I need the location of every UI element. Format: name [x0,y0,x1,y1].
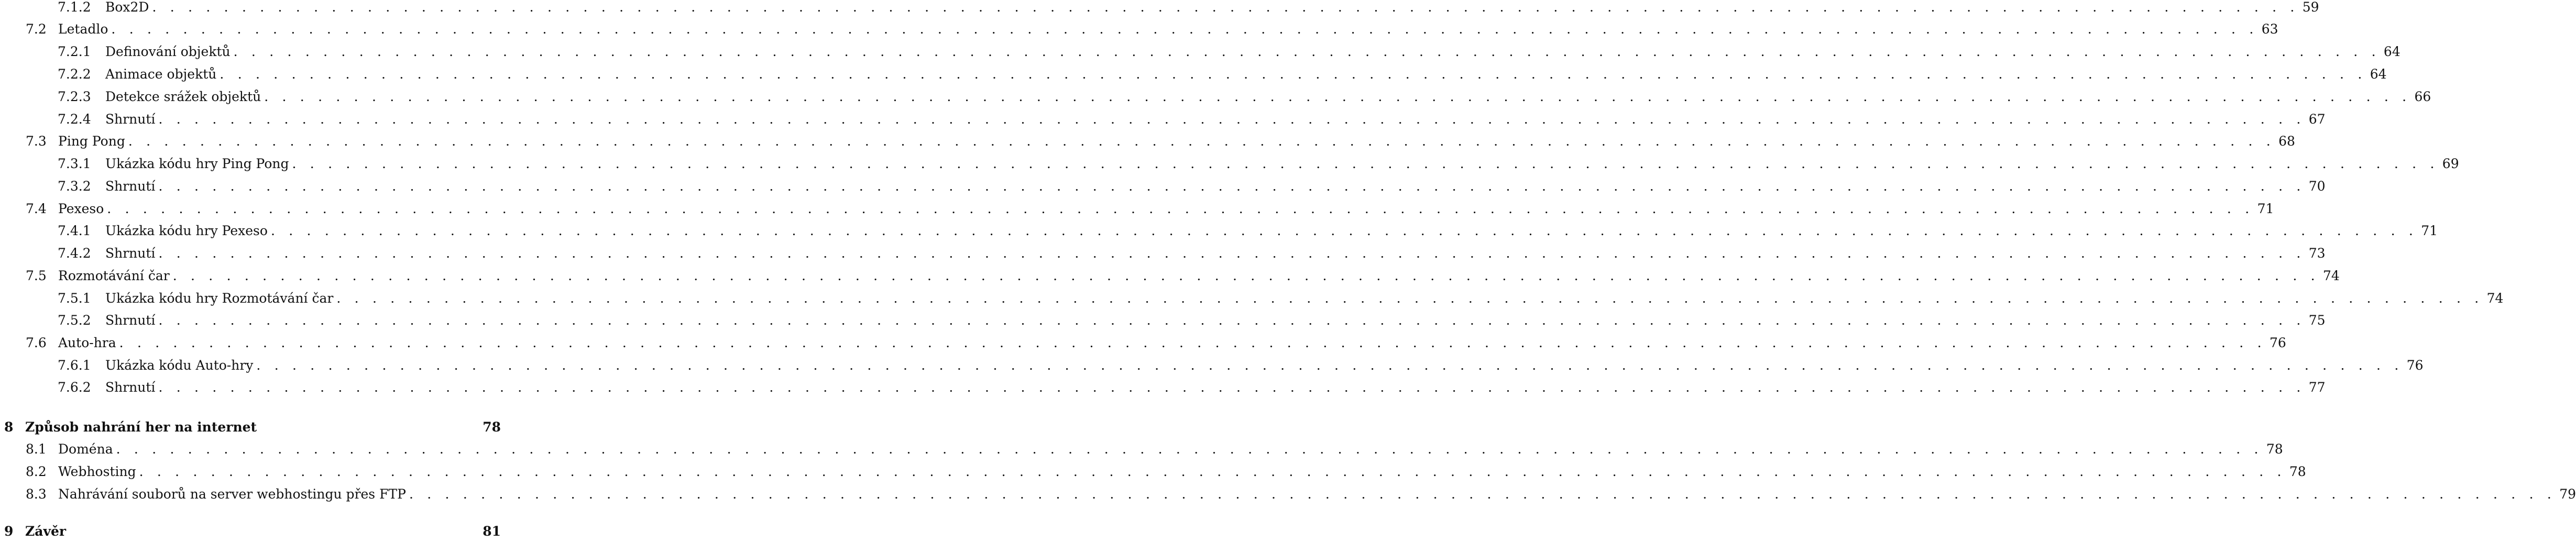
toc-entry-title: Shrnutí [105,246,156,261]
toc-entry-number: 7.2.4 [58,112,91,127]
toc-dot-leader: . . . . . . . . . . . . . . . . . . . . . . . . . . . . . . . . . . . . . . . . . . . . . . . . . . . . . . . . . . . . . . . . . . . . . . . . . . . . . . . . . . . . . . . . . . . . . . . . . . . . . . . . . . . . . . . . . . . . . . . . [158,246,2306,261]
toc-entry-number: 8.1 [26,441,47,457]
toc-entry-number: 9 [4,524,14,539]
toc-entry[interactable] [58,86,2431,107]
toc-entry[interactable] [26,484,2576,505]
toc-dot-leader: . . . . . . . . . . . . . . . . . . . . . . . . . . . . . . . . . . . . . . . . . . . . . . . . . . . . . . . . . . . . . . . . . . . . . . . . . . . . . . . . . . . . . . . . . . . . . . . . . . . . . . . . . . . . . . . . . . . . . . . . [128,134,2275,149]
toc-entry-title: Závěr [25,524,67,539]
toc-dot-leader: . . . . . . . . . . . . . . . . . . . . . . . . . . . . . . . . . . . . . . . . . . . . . . . . . . . . . . . . . . . . . . . . . . . . . . . . . . . . . . . . . . . . . . . . . . . . . . . . . . . . . . . . . . . . . . . . . . . . . . . . [220,67,2367,82]
toc-dot-leader: . . . . . . . . . . . . . . . . . . . . . . . . . . . . . . . . . . . . . . . . . . . . . . . . . . . . . . . . . . . . . . . . . . . . . . . . . . . . . . . . . . . . . . . . . . . . . . . . . . . . . . . . . . . . . . . . . . . . . . . . [158,313,2306,328]
toc-dot-leader: . . . . . . . . . . . . . . . . . . . . . . . . . . . . . . . . . . . . . . . . . . . . . . . . . . . . . . . . . . . . . . . . . . . . . . . . . . . . . . . . . . . . . . . . . . . . . . . . . . . . . . . . . . . . . . . . . . . . . . . . [292,156,2439,171]
toc-entry-number: 8.3 [26,486,47,502]
toc-entry-page-number: 70 [2308,179,2326,194]
toc-dot-leader: . . . . . . . . . . . . . . . . . . . . . . . . . . . . . . . . . . . . . . . . . . . . . . . . . . . . . . . . . . . . . . . . . . . . . . . . . . . . . . . . . . . . . . . . . . . . . . . . . . . . . . . . . . . . . . . . . . . . . . . . [158,112,2306,127]
toc-entry-page-number: 71 [2421,223,2438,238]
toc-dot-leader: . . . . . . . . . . . . . . . . . . . . . . . . . . . . . . . . . . . . . . . . . . . . . . . . . . . . . . . . . . . . . . . . . . . . . . . . . . . . . . . . . . . . . . . . . . . . . . . . . . . . . . . . . . . . . . . . . . . . . . . . [111,21,2259,37]
toc-entry-title: Ukázka kódu hry Pexeso [105,223,268,238]
toc-entry-title: Způsob nahrání her na internet [25,419,257,435]
toc-entry-title: Webhosting [58,464,136,479]
toc-entry-number: 8 [4,419,14,435]
toc-entry-title: Shrnutí [105,380,156,395]
toc-entry-title: Ukázka kódu Auto-hry [105,358,254,373]
toc-entry-page-number: 74 [2486,291,2504,306]
toc-entry[interactable] [26,266,2340,286]
toc-dot-leader: . . . . . . . . . . . . . . . . . . . . . . . . . . . . . . . . . . . . . . . . . . . . . . . . . . . . . . . . . . . . . . . . . . . . . . . . . . . . . . . . . . . . . . . . . . . . . . . . . . . . . . . . . . . . . . . . . . . . . . . . [116,441,2263,457]
toc-entry[interactable] [58,176,2326,197]
toc-entry-number: 7.6.1 [58,358,91,373]
toc-entry-title: Ukázka kódu hry Rozmotávání čar [105,291,334,306]
toc-entry-page-number: 63 [2261,21,2278,37]
toc-entry[interactable] [58,288,2504,309]
toc-dot-leader: . . . . . . . . . . . . . . . . . . . . . . . . . . . . . . . . . . . . . . . . . . . . . . . . . . . . . . . . . . . . . . . . . . . . . . . . . . . . . . . . . . . . . . . . . . . . . . . . . . . . . . . . . . . . . . . . . . . . . . . . [264,89,2411,104]
toc-entry-title: Letadlo [58,21,108,37]
toc-dot-leader: . . . . . . . . . . . . . . . . . . . . . . . . . . . . . . . . . . . . . . . . . . . . . . . . . . . . . . . . . . . . . . . . . . . . . . . . . . . . . . . . . . . . . . . . . . . . . . . . . . . . . . . . . . . . . . . . . . . . . . . . [256,358,2404,373]
toc-entry-number: 7.4 [26,201,47,216]
toc-entry[interactable] [26,439,2283,460]
toc-entry-page-number: 75 [2308,313,2326,328]
toc-dot-leader: . . . . . . . . . . . . . . . . . . . . . . . . . . . . . . . . . . . . . . . . . . . . . . . . . . . . . . . . . . . . . . . . . . . . . . . . . . . . . . . . . . . . . . . . . . . . . . . . . . . . . . . . . . . . . . . . . . . . . . . . [336,291,2484,306]
toc-entry-page-number: 81 [483,524,501,539]
toc-entry-page-number: 76 [2269,335,2286,350]
toc-entry-number: 7.2 [26,21,47,37]
toc-entry-page-number: 77 [2308,380,2326,395]
toc-entry-title: Auto-hra [58,335,116,350]
toc-entry-title: Rozmotávání čar [58,268,170,283]
toc-dot-leader: . . . . . . . . . . . . . . . . . . . . . . . . . . . . . . . . . . . . . . . . . . . . . . . . . . . . . . . . . . . . . . . . . . . . . . . . . . . . . . . . . . . . . . . . . . . . . . . . . . . . . . . . . . . . . . . . . . . . . . . . [139,464,2286,479]
toc-entry-title: Pexeso [58,201,104,216]
toc-entry-number: 7.6 [26,335,47,350]
toc-entry-number: 7.3.1 [58,156,91,171]
toc-entry-number: 7.4.1 [58,223,91,238]
toc-entry-page-number: 67 [2308,112,2326,127]
toc-entry-title: Shrnutí [105,112,156,127]
toc-dot-leader: . . . . . . . . . . . . . . . . . . . . . . . . . . . . . . . . . . . . . . . . . . . . . . . . . . . . . . . . . . . . . . . . . . . . . . . . . . . . . . . . . . . . . . . . . . . . . . . . . . . . . . . . . . . . . . . . . . . . . . . . [107,201,2254,216]
toc-entry-title: Detekce srážek objektů [105,89,261,104]
toc-entry-number: 7.3.2 [58,179,91,194]
toc-entry-title: Definování objektů [105,44,231,59]
toc-entry[interactable] [26,333,2286,353]
toc-dot-leader: . . . . . . . . . . . . . . . . . . . . . . . . . . . . . . . . . . . . . . . . . . . . . . . . . . . . . . . . . . . . . . . . . . . . . . . . . . . . . . . . . . . . . . . . . . . . . . . . . . . . . . . . . . . . . . . . . . . . . . . . [158,380,2306,395]
toc-entry-page-number: 64 [2383,44,2400,59]
toc-entry-number: 8.2 [26,464,47,479]
toc-entry[interactable] [58,153,2459,174]
toc-dot-leader: . . . . . . . . . . . . . . . . . . . . . . . . . . . . . . . . . . . . . . . . . . . . . . . . . . . . . . . . . . . . . . . . . . . . . . . . . . . . . . . . . . . . . . . . . . . . . . . . . . . . . . . . . . . . . . . . . . . . . . . . [119,335,2266,350]
toc-dot-leader: . . . . . . . . . . . . . . . . . . . . . . . . . . . . . . . . . . . . . . . . . . . . . . . . . . . . . . . . . . . . . . . . . . . . . . . . . . . . . . . . . . . . . . . . . . . . . . . . . . . . . . . . . . . . . . . . . . . . . . . . [233,44,2381,59]
toc-dot-leader: . . . . . . . . . . . . . . . . . . . . . . . . . . . . . . . . . . . . . . . . . . . . . . . . . . . . . . . . . . . . . . . . . . . . . . . . . . . . . . . . . . . . . . . . . . . . . . . . . . . . . . . . . . . . . . . . . . . . . . . . [158,179,2306,194]
toc-entry[interactable] [58,243,2326,264]
toc-entry-title: Doména [58,441,113,457]
toc-entry[interactable] [26,131,2295,152]
toc-entry[interactable] [58,0,2319,18]
toc-entry-title: Shrnutí [105,179,156,194]
toc-entry-number: 7.5.2 [58,313,91,328]
toc-entry-page-number: 78 [2266,441,2283,457]
toc-entry-title: Ping Pong [58,134,125,149]
toc-entry[interactable] [58,64,2387,85]
toc-entry[interactable] [58,220,2438,241]
toc-entry-page-number: 69 [2442,156,2459,171]
toc-entry-title: Nahrávání souborů na server webhostingu přes FTP [58,486,406,502]
toc-entry-number: 7.2.2 [58,67,91,82]
toc-entry-number: 7.6.2 [58,380,91,395]
toc-entry-title: Box2D [105,0,149,15]
toc-entry-number: 7.5 [26,268,47,283]
toc-entry-title: Ukázka kódu hry Ping Pong [105,156,289,171]
toc-entry-number: 7.5.1 [58,291,91,306]
toc-entry[interactable] [58,355,2424,376]
toc-entry-title: Shrnutí [105,313,156,328]
toc-entry-page-number: 74 [2322,268,2340,283]
toc-entry-page-number: 71 [2257,201,2274,216]
toc-entry[interactable] [26,461,2306,482]
toc-entry-number: 7.2.1 [58,44,91,59]
toc-entry-page-number: 68 [2278,134,2295,149]
toc-entry-page-number: 78 [483,419,501,435]
toc-entry[interactable] [58,41,2400,62]
toc-entry-page-number: 76 [2406,358,2424,373]
toc-dot-leader: . . . . . . . . . . . . . . . . . . . . . . . . . . . . . . . . . . . . . . . . . . . . . . . . . . . . . . . . . . . . . . . . . . . . . . . . . . . . . . . . . . . . . . . . . . . . . . . . . . . . . . . . . . . . . . . . . . . . . . . . [270,223,2418,238]
toc-entry[interactable] [58,310,2326,331]
toc-entry[interactable] [58,109,2326,130]
toc-chapter-entry[interactable] [4,521,501,542]
toc-entry[interactable] [58,377,2326,398]
toc-entry-title: Animace objektů [105,67,217,82]
toc-entry[interactable] [26,19,2278,40]
toc-entry-page-number: 73 [2308,246,2326,261]
toc-entry-number: 7.1.2 [58,0,91,15]
toc-dot-leader: . . . . . . . . . . . . . . . . . . . . . . . . . . . . . . . . . . . . . . . . . . . . . . . . . . . . . . . . . . . . . . . . . . . . . . . . . . . . . . . . . . . . . . . . . . . . . . . . . . . . . . . . . . . . . . . . . . . . . . . . [409,486,2557,502]
toc-entry-number: 7.4.2 [58,246,91,261]
toc-entry-page-number: 78 [2289,464,2306,479]
toc-entry-page-number: 64 [2370,67,2387,82]
toc-chapter-entry[interactable] [4,417,501,438]
toc-entry-page-number: 66 [2414,89,2431,104]
toc-dot-leader: . . . . . . . . . . . . . . . . . . . . . . . . . . . . . . . . . . . . . . . . . . . . . . . . . . . . . . . . . . . . . . . . . . . . . . . . . . . . . . . . . . . . . . . . . . . . . . . . . . . . . . . . . . . . . . . . . . . . . . . . [152,0,2299,15]
toc-entry[interactable] [26,198,2274,219]
toc-entry-page-number: 59 [2302,0,2319,15]
toc-entry-page-number: 79 [2559,486,2576,502]
toc-dot-leader: . . . . . . . . . . . . . . . . . . . . . . . . . . . . . . . . . . . . . . . . . . . . . . . . . . . . . . . . . . . . . . . . . . . . . . . . . . . . . . . . . . . . . . . . . . . . . . . . . . . . . . . . . . . . . . . . . . . . . . . . [172,268,2320,283]
toc-entry-number: 7.2.3 [58,89,91,104]
toc-entry-number: 7.3 [26,134,47,149]
